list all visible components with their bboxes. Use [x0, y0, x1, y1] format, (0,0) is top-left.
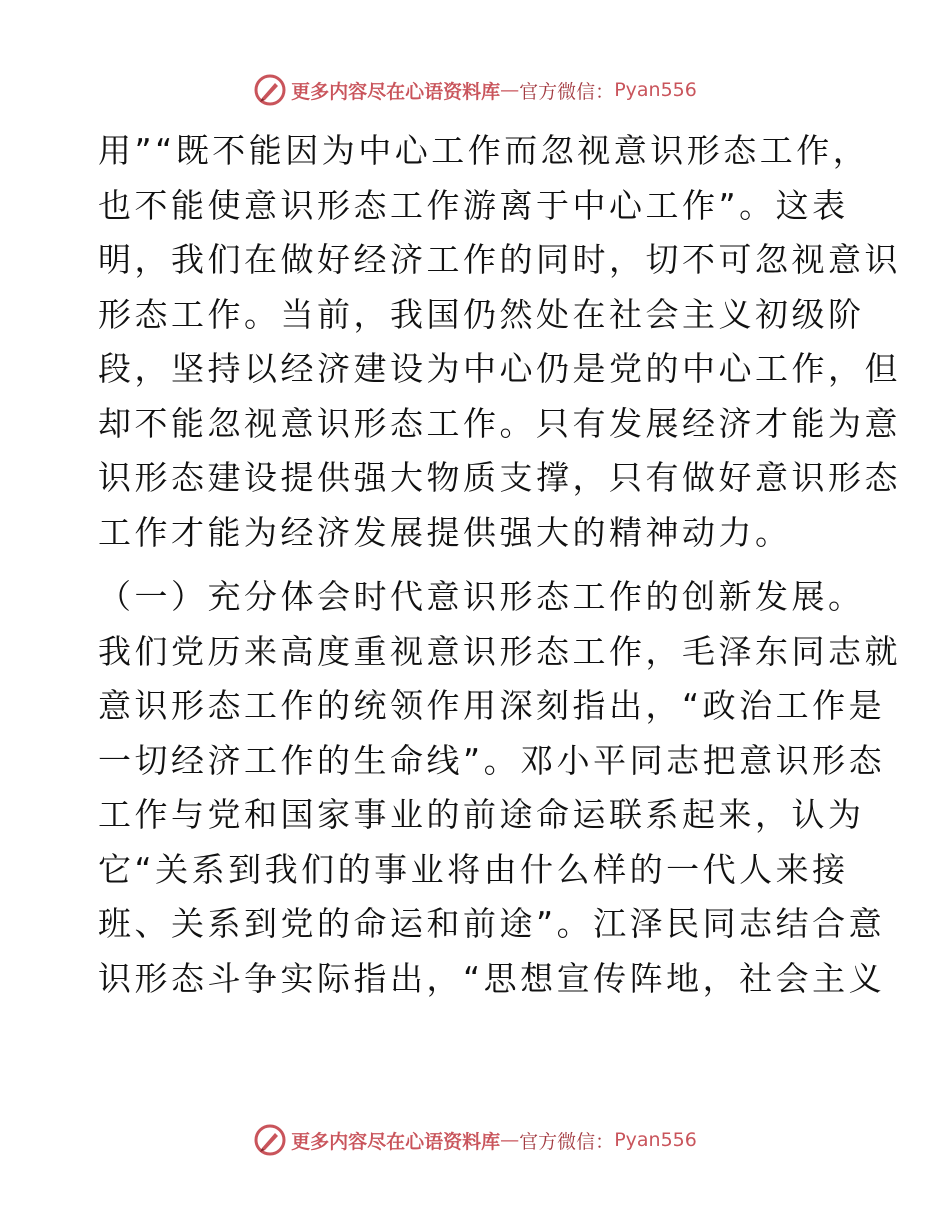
banner-brand-text: 更多内容尽在心语资料库 — [291, 1130, 501, 1153]
text-line: 用”“既不能因为中心工作而忽视意识形态工作， — [98, 131, 870, 170]
banner-dash: — — [500, 1129, 520, 1151]
pen-logo-icon — [253, 1123, 287, 1157]
document-body — [98, 124, 901, 1006]
text-line: 工作与党和国家事业的前途命运联系起来，认为 — [98, 795, 865, 834]
text-line: 班、关系到党的命运和前途”。江泽民同志结合意 — [98, 904, 886, 943]
banner-wechat-id: Pyan556 — [614, 1129, 697, 1151]
text-line: 识形态建设提供强大物质支撑，只有做好意识形态 — [98, 458, 901, 497]
banner-dash: — — [500, 79, 520, 101]
pen-logo-icon — [253, 73, 287, 107]
paragraph-2 — [98, 570, 901, 1006]
text-line: 段，坚持以经济建设为中心仍是党的中心工作，但 — [98, 349, 901, 388]
banner-official-label: 官方微信： — [519, 80, 615, 103]
section-heading-line: （一）充分体会时代意识形态工作的创新发展。 — [98, 577, 865, 616]
banner-brand-text: 更多内容尽在心语资料库 — [291, 80, 501, 103]
text-line: 形态工作。当前，我国仍然处在社会主义初级阶 — [98, 294, 865, 334]
text-line: 明，我们在做好经济工作的同时，切不可忽视意识 — [98, 240, 901, 279]
text-line: 工作才能为经济发展提供强大的精神动力。 — [98, 512, 792, 552]
text-line: 却不能忽视意识形态工作。只有发展经济才能为意 — [98, 403, 901, 443]
paragraph-1 — [98, 124, 901, 560]
banner-official-label: 官方微信： — [519, 1130, 615, 1153]
text-line: 也不能使意识形态工作游离于中心工作”。这表 — [98, 185, 849, 225]
header-banner — [0, 70, 950, 110]
paragraph-spacer — [98, 560, 858, 570]
text-line: 识形态斗争实际指出，“思想宣传阵地，社会主义 — [98, 958, 886, 998]
footer-banner — [0, 1120, 950, 1160]
text-line: 一切经济工作的生命线”。邓小平同志把意识形态 — [98, 740, 886, 780]
text-line: 它“关系到我们的事业将由什么样的一代人来接 — [98, 849, 849, 889]
text-line: 意识形态工作的统领作用深刻指出，“政治工作是 — [98, 686, 886, 725]
text-line: 我们党历来高度重视意识形态工作，毛泽东同志就 — [98, 631, 901, 671]
banner-wechat-id: Pyan556 — [614, 79, 697, 101]
